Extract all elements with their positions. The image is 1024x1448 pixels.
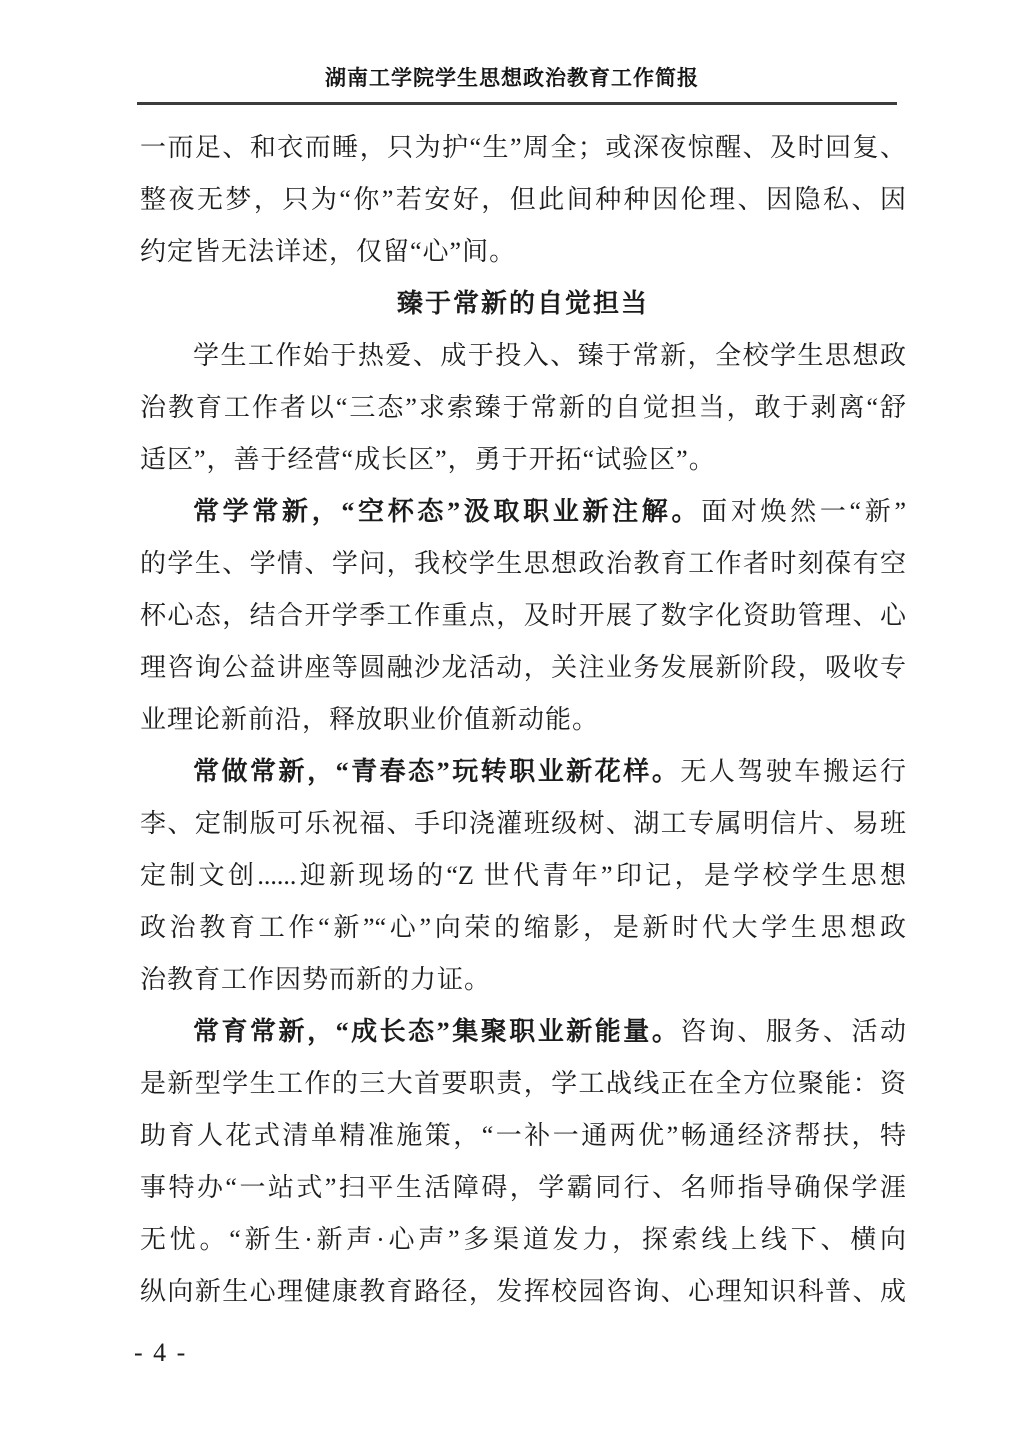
text-segment: 纵向新生心理健康教育路径，发挥校园咨询、心理知识科普、成 [140,1277,906,1306]
text-segment: 面对焕然一“新” [701,497,906,526]
text-segment: 的学生、学情、学问，我校学生思想政治教育工作者时刻葆有空 [140,549,906,578]
text-line [140,1058,906,1110]
text-line [140,694,906,746]
bold-text-segment: 常做常新，“青春态”玩转职业新花样。 [193,757,681,786]
text-line [140,330,906,382]
text-segment: 李、定制版可乐祝福、手印浇灌班级树、湖工专属明信片、易班 [140,809,906,838]
text-segment: 定制文创......迎新现场的“Z 世代青年”印记，是学校学生思想 [140,861,906,890]
document-body [140,122,906,1318]
text-segment: 助育人花式清单精准施策，“一补一通两优”畅通经济帮扶，特 [140,1121,906,1150]
text-line [140,850,906,902]
text-line [140,1006,906,1058]
text-segment: 政治教育工作“新”“心”向荣的缩影，是新时代大学生思想政 [140,913,906,942]
page-header-title: 湖南工学院学生思想政治教育工作简报 [325,67,699,90]
section-heading [140,278,906,330]
text-line [140,746,906,798]
text-line [140,434,906,486]
text-line [140,954,906,1006]
text-line [140,174,906,226]
text-segment: 治教育工作者以“三态”求索臻于常新的自觉担当，敢于剥离“舒 [140,393,906,422]
text-line [140,1214,906,1266]
text-line [140,798,906,850]
text-segment: 理咨询公益讲座等圆融沙龙活动，关注业务发展新阶段，吸收专 [140,653,906,682]
text-segment: 事特办“一站式”扫平生活障碍，学霸同行、名师指导确保学涯 [140,1173,906,1202]
text-line [140,486,906,538]
text-segment: 整夜无梦，只为“你”若安好，但此间种种因伦理、因隐私、因 [140,185,906,214]
text-line [140,538,906,590]
text-segment: 一而足、和衣而睡，只为护“生”周全；或深夜惊醒、及时回复、 [140,133,906,162]
text-line [140,1162,906,1214]
bold-text-segment: 常育常新，“成长态”集聚职业新能量。 [193,1017,681,1046]
text-line [140,590,906,642]
text-line [140,1110,906,1162]
text-segment: 无人驾驶车搬运行 [680,757,906,786]
bold-text-segment: 常学常新，“空杯态”汲取职业新注解。 [193,497,702,526]
header-rule [137,102,897,105]
text-line [140,226,906,278]
text-line [140,902,906,954]
bold-text-segment: 臻于常新的自觉担当 [396,289,649,318]
text-segment: 无忧。“新生·新声·心声”多渠道发力，探索线上线下、横向 [140,1225,906,1254]
text-segment: 咨询、服务、活动 [680,1017,906,1046]
text-line [140,642,906,694]
text-segment: 约定皆无法详述，仅留“心”间。 [140,237,517,266]
text-segment: 治教育工作因势而新的力证。 [140,965,492,994]
text-segment: 是新型学生工作的三大首要职责，学工战线正在全方位聚能：资 [140,1069,906,1098]
text-line [140,1266,906,1318]
text-segment: 适区”，善于经营“成长区”，勇于开拓“试验区”。 [140,445,716,474]
text-line [140,382,906,434]
text-line [140,122,906,174]
text-segment: 杯心态，结合开学季工作重点，及时开展了数字化资助管理、心 [140,601,906,630]
text-segment: 学生工作始于热爱、成于投入、臻于常新，全校学生思想政 [193,341,906,370]
page-number: - 4 - [134,1338,188,1367]
text-segment: 业理论新前沿，释放职业价值新动能。 [140,705,600,734]
